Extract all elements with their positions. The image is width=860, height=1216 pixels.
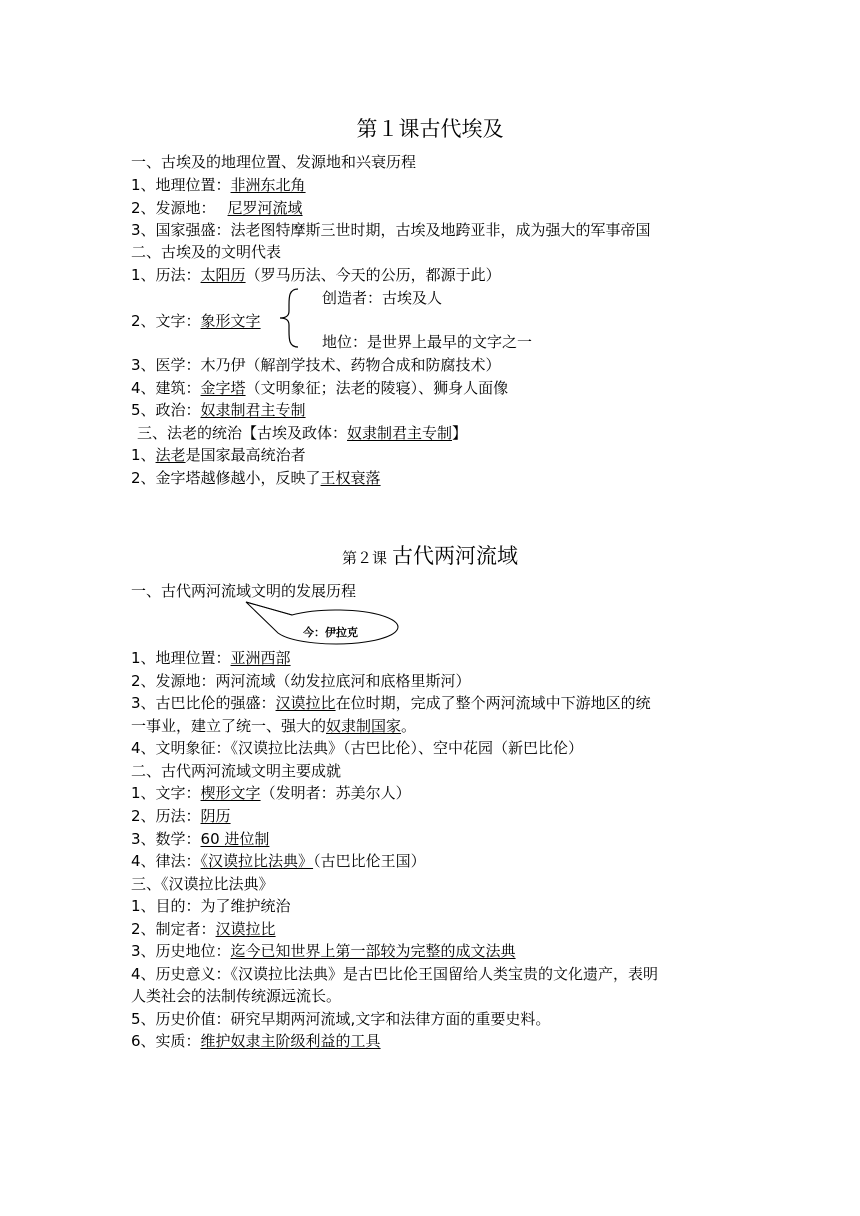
lesson1-item-pharaoh <box>131 445 306 465</box>
answer-math: 60 进位制 <box>200 830 270 848</box>
answer-architecture: 金字塔 <box>200 379 246 397</box>
answer-law: 《汉谟拉比法典》 <box>200 852 314 870</box>
lesson2-item-maker <box>131 919 276 939</box>
label: 2、历法： <box>131 807 201 825</box>
label: 1、历法： <box>131 266 201 284</box>
note: （发明者：苏美尔人） <box>260 784 411 802</box>
answer-location: 亚洲西部 <box>230 649 291 667</box>
answer-politics: 奴隶制君主专制 <box>200 401 306 419</box>
lesson2-item-writing <box>131 783 411 803</box>
answer-calendar: 太阳历 <box>200 266 246 284</box>
lesson2-item-purpose: 1、目的：为了维护统治 <box>131 897 291 915</box>
lesson1-item-pyramid-decline <box>131 468 381 488</box>
lesson2-item-symbols: 4、文明象征：《汉谟拉比法典》（古巴比伦）、空中花园（新巴比伦） <box>131 739 584 757</box>
lesson2-title-prefix: 第２课 <box>341 549 387 567</box>
heading-close: 】 <box>452 424 468 442</box>
label: 2、制定者： <box>131 920 216 938</box>
lesson1-item-medicine: 3、医学：木乃伊（解剖学技术、药物合成和防腐技术） <box>131 356 501 374</box>
answer-maker: 汉谟拉比 <box>215 920 276 938</box>
lesson1-script-status: 地位：是世界上最早的文字之一 <box>322 333 533 351</box>
curly-brace-icon <box>278 287 302 349</box>
label: 4、建筑： <box>131 379 201 397</box>
label: 2、金字塔越修越小，反映了 <box>131 469 321 487</box>
rest: 在位时期，完成了整个两河流域中下游地区的统 <box>335 694 651 712</box>
answer-king: 汉谟拉比 <box>275 694 336 712</box>
lesson2-item-babylon <box>131 693 651 713</box>
lesson1-section2-heading: 二、古埃及的文明代表 <box>131 243 282 261</box>
lesson2-item-calendar <box>131 806 231 826</box>
callout-text: 今：伊拉克 <box>303 626 358 639</box>
label: 3、历史地位： <box>131 942 231 960</box>
answer-writing: 楔形文字 <box>200 784 261 802</box>
heading-text: 三、法老的统治【古埃及政体： <box>137 424 348 442</box>
label: 2、发源地： <box>131 199 216 217</box>
answer-status: 迄今已知世界上第一部较为完整的成文法典 <box>230 942 516 960</box>
answer-pharaoh: 法老 <box>155 446 186 464</box>
lesson2-item-essence <box>131 1031 381 1051</box>
lesson2-item-location <box>131 648 291 668</box>
lesson2-section3-heading: 三、《汉谟拉比法典》 <box>131 875 274 893</box>
lesson1-item-architecture <box>131 378 508 398</box>
lesson1-script-creator: 创造者：古埃及人 <box>322 289 443 307</box>
lesson1-item-calendar <box>131 265 501 285</box>
answer-calendar: 阴历 <box>200 807 231 825</box>
lesson1-item-script <box>131 311 261 331</box>
lesson2-item-value: 5、历史价值：研究早期两河流域,文字和法律方面的重要史料。 <box>131 1010 551 1028</box>
answer-essence: 维护奴隶主阶级利益的工具 <box>200 1032 381 1050</box>
answer-state: 奴隶制国家 <box>326 717 402 735</box>
lesson1-title: 第１课古代埃及 <box>356 117 504 141</box>
lesson2-title <box>0 540 860 570</box>
lesson1-item-location <box>131 175 306 195</box>
lesson1-item-prosperity: 3、国家强盛：法老图特摩斯三世时期，古埃及地跨亚非，成为强大的军事帝国 <box>131 221 651 239</box>
label: 6、实质： <box>131 1032 201 1050</box>
lesson2-section2-heading: 二、古代两河流域文明主要成就 <box>131 762 342 780</box>
label: 1、地理位置： <box>131 649 231 667</box>
label: 1、文字： <box>131 784 201 802</box>
text: 一事业，建立了统一、强大的 <box>131 717 327 735</box>
lesson1-section1-heading: 一、古埃及的地理位置、发源地和兴衰历程 <box>131 153 417 171</box>
label: 3、古巴比伦的强盛： <box>131 694 276 712</box>
answer-origin: 尼罗河流域 <box>227 199 303 217</box>
answer-location: 非洲东北角 <box>230 176 306 194</box>
lesson2-item-significance: 4、历史意义：《汉谟拉比法典》是古巴比伦王国留给人类宝贵的文化遗产，表明 <box>131 965 659 983</box>
lesson1-section3-heading <box>137 423 467 443</box>
label: 4、律法： <box>131 852 201 870</box>
lesson2-item-babylon-cont <box>131 716 416 736</box>
lesson2-section1-heading: 一、古代两河流域文明的发展历程 <box>131 582 357 600</box>
answer-script: 象形文字 <box>200 312 261 330</box>
note: （文明象征；法老的陵寝）、狮身人面像 <box>245 379 509 397</box>
lesson2-item-law <box>131 851 426 871</box>
rest: 是国家最高统治者 <box>185 446 306 464</box>
answer-decline: 王权衰落 <box>320 469 381 487</box>
lesson2-title-main: 古代两河流域 <box>392 544 519 568</box>
lesson2-item-status <box>131 941 516 961</box>
lesson1-item-politics <box>131 400 306 420</box>
lesson1-item-origin <box>131 198 303 218</box>
label: 1、 <box>131 446 156 464</box>
answer-polity: 奴隶制君主专制 <box>347 424 453 442</box>
lesson2-item-origin: 2、发源地：两河流域（幼发拉底河和底格里斯河） <box>131 672 471 690</box>
lesson2-item-math <box>131 829 269 849</box>
label: 3、数学： <box>131 830 201 848</box>
note: （罗马历法、今天的公历，都源于此） <box>245 266 501 284</box>
period: 。 <box>401 717 417 735</box>
label: 1、地理位置： <box>131 176 231 194</box>
lesson2-item-significance-cont: 人类社会的法制传统源远流长。 <box>131 987 342 1005</box>
label: 5、政治： <box>131 401 201 419</box>
note: （古巴比伦王国） <box>313 852 426 870</box>
label: 2、文字： <box>131 312 201 330</box>
